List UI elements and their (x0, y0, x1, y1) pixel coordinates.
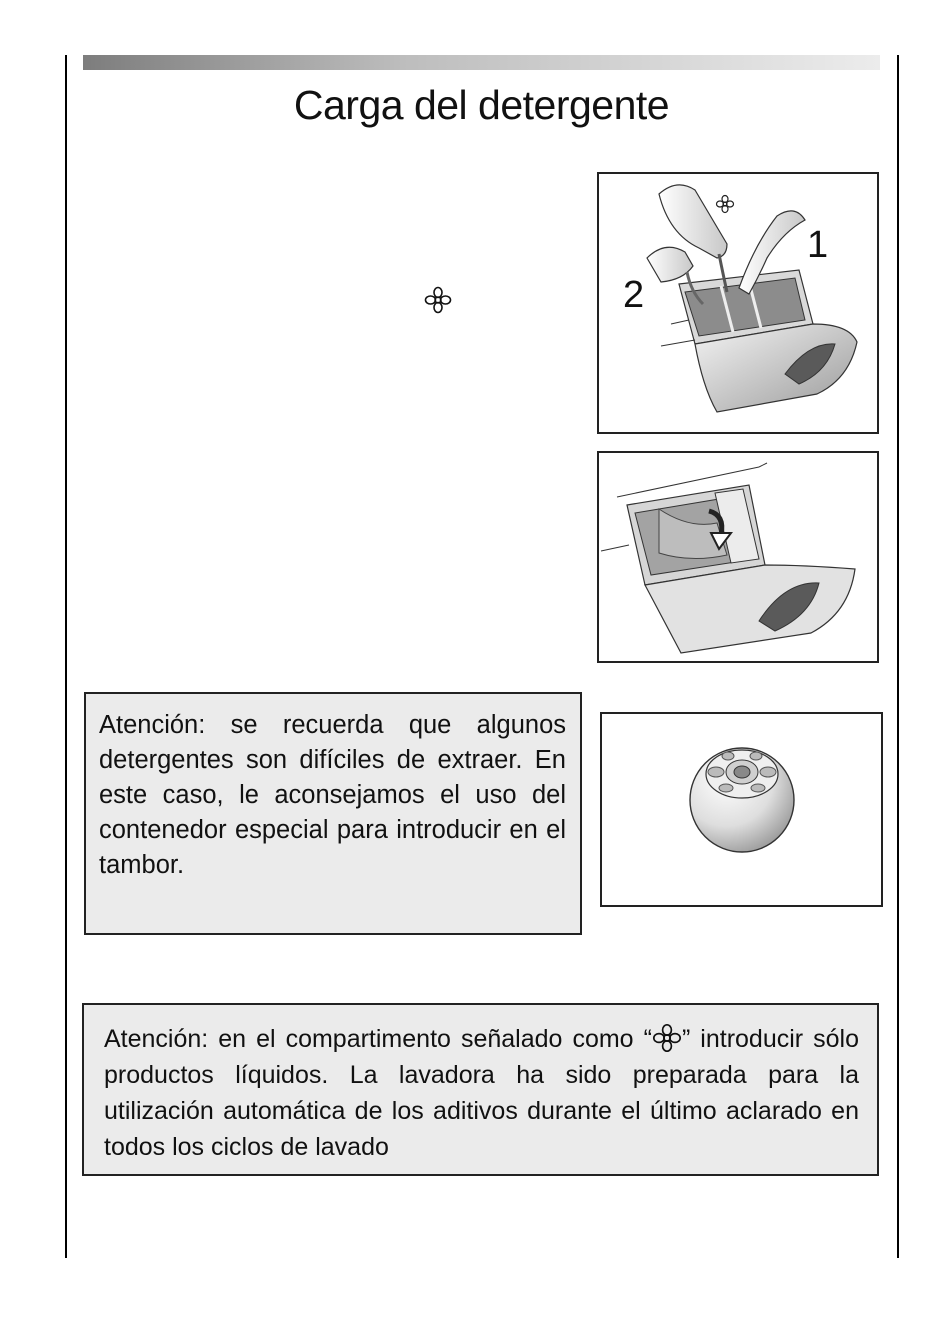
attention-note-container (84, 692, 582, 935)
softener-note-text (104, 1021, 859, 1165)
page-title: Carga del detergente (293, 82, 670, 128)
flower-icon (424, 286, 452, 314)
flower-icon (717, 196, 734, 213)
left-margin-line (65, 55, 67, 1258)
dispenser-fill-figure (597, 172, 879, 434)
dispenser-closing-drawing (599, 453, 877, 661)
compartment-label-2: 2 (623, 274, 645, 316)
softener-note-text-start: Atención: en el compartimento señalado como “ (104, 1025, 652, 1053)
detergent-ball-figure (600, 712, 883, 907)
header-gradient-bar (83, 55, 880, 70)
flower-icon (652, 1023, 682, 1053)
dispenser-closing-figure (597, 451, 879, 663)
softener-note-text-end: ” introducir sólo productos líquidos. La lavadora ha sido preparada para la utilización automática de los aditivos durante el último aclarado en todos los ciclos de lavado (104, 1025, 859, 1161)
attention-note-text: Atención: se recuerda que algunos detergentes son difíciles de extraer. En este caso, le aconsejamos el uso del contenedor especial para introducir en el tambor. (99, 711, 566, 879)
right-margin-line (897, 55, 899, 1258)
compartment-label-1: 1 (807, 224, 829, 266)
dosing-ball-icon (602, 714, 881, 905)
softener-note-container (82, 1003, 879, 1176)
